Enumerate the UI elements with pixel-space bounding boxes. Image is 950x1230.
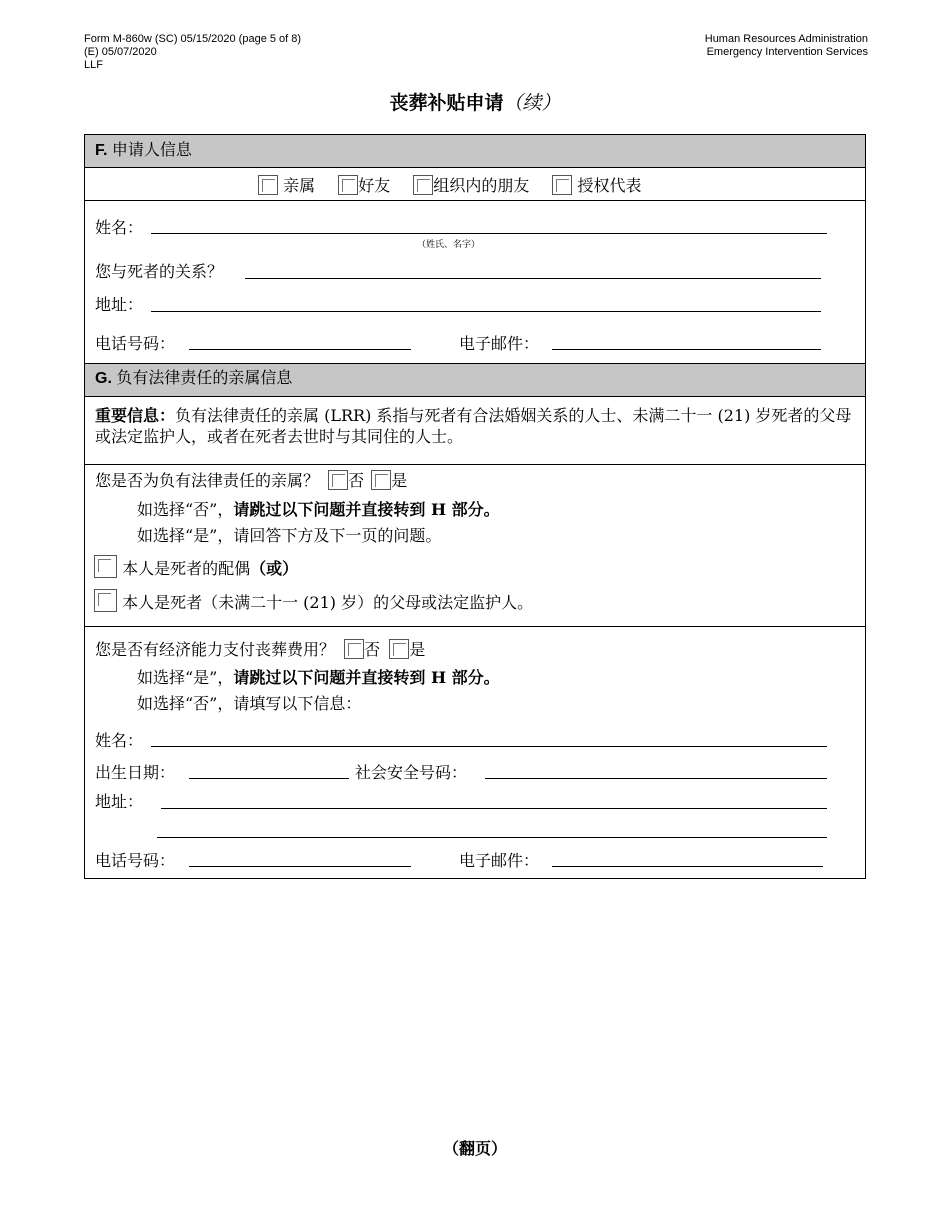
- applicant-phone-field[interactable]: [189, 349, 411, 350]
- checkbox-relative[interactable]: [258, 175, 278, 195]
- page-title-continued: （续）: [503, 92, 561, 114]
- option-friend-label: 好友: [358, 176, 391, 195]
- afford-no-instruction: 如选择“否”，请填写以下信息：: [137, 694, 362, 713]
- applicant-address-label: 地址：: [95, 295, 144, 314]
- section-f-title: 申请人信息: [107, 142, 192, 159]
- agency-name: Human Resources Administration: [704, 33, 868, 45]
- option-relative[interactable]: [258, 173, 315, 196]
- lrr-no-instruction: [137, 497, 500, 520]
- form-english-date: (E) 05/07/2020: [84, 46, 157, 58]
- lrr-email-field[interactable]: [552, 866, 823, 867]
- lrr-dob-label: 出生日期：: [95, 763, 176, 782]
- lrr-phone-field[interactable]: [189, 866, 411, 867]
- relationship-field[interactable]: [245, 278, 821, 279]
- lrr-no-label: 否: [348, 471, 365, 490]
- section-g-header: [85, 363, 865, 397]
- lrr-address-field-line2[interactable]: [157, 837, 827, 838]
- funeral-cost-question: [95, 637, 425, 660]
- spouse-option[interactable]: [94, 555, 298, 579]
- spouse-option-or: （或）: [250, 559, 299, 578]
- divider: [85, 626, 865, 627]
- checkbox-parent-guardian[interactable]: [94, 589, 117, 612]
- applicant-address-field[interactable]: [151, 311, 821, 312]
- afford-yes-instruction-prefix: 如选择“是”，: [137, 668, 234, 687]
- lrr-dob-field[interactable]: [189, 778, 349, 779]
- funeral-cost-question-text: 您是否有经济能力支付丧葬费用？: [95, 640, 336, 659]
- checkbox-lrr-no[interactable]: [328, 470, 348, 490]
- form-code: LLF: [84, 59, 103, 71]
- checkbox-lrr-yes[interactable]: [371, 470, 391, 490]
- section-f-letter: F.: [95, 142, 108, 159]
- agency-division: Emergency Intervention Services: [706, 46, 868, 58]
- lrr-email-label: 电子邮件：: [459, 851, 540, 870]
- applicant-name-label: 姓名：: [95, 218, 144, 237]
- afford-yes-label: 是: [409, 640, 426, 659]
- divider: [85, 464, 865, 465]
- important-info-label: 重要信息：: [95, 406, 176, 425]
- applicant-name-field[interactable]: [151, 233, 827, 234]
- lrr-yes-instruction: 如选择“是”，请回答下方及下一页的问题。: [137, 526, 442, 545]
- page-title-main: 丧葬补贴申请: [389, 92, 504, 114]
- lrr-address-label: 地址：: [95, 792, 144, 811]
- lrr-no-instruction-prefix: 如选择“否”，: [137, 500, 234, 519]
- option-authorized-rep[interactable]: [552, 173, 641, 196]
- lrr-phone-label: 电话号码：: [95, 851, 176, 870]
- option-authorized-rep-label: 授权代表: [577, 176, 642, 195]
- lrr-question-text: 您是否为负有法律责任的亲属？: [95, 471, 320, 490]
- afford-yes-instruction: [137, 665, 500, 688]
- section-g-letter: G.: [95, 370, 112, 387]
- lrr-no-instruction-skip: 请跳过以下问题并直接转到 H 部分。: [233, 500, 500, 519]
- lrr-question: [95, 468, 407, 491]
- lrr-ssn-field[interactable]: [485, 778, 827, 779]
- option-relative-label: 亲属: [283, 176, 316, 195]
- parent-guardian-label: 本人是死者（未满二十一 (21) 岁）的父母或法定监护人。: [122, 593, 534, 612]
- important-info-text: 负有法律责任的亲属 (LRR) 系指与死者有合法婚姻关系的人士、未满二十一 (21) 岁死者的父母或法定监护人，或者在死者去世时与其同住的人士。: [95, 406, 852, 446]
- divider: [85, 200, 865, 201]
- section-g-title: 负有法律责任的亲属信息: [111, 370, 293, 387]
- spouse-option-label: 本人是死者的配偶: [122, 559, 251, 578]
- applicant-email-field[interactable]: [552, 349, 821, 350]
- afford-yes-instruction-skip: 请跳过以下问题并直接转到 H 部分。: [233, 668, 500, 687]
- name-format-hint: （姓氏、名字）: [417, 240, 481, 250]
- parent-guardian-option[interactable]: [94, 589, 533, 613]
- applicant-type-options: [258, 173, 660, 196]
- application-form: [84, 134, 866, 879]
- form-number: Form M-860w (SC) 05/15/2020 (page 5 of 8): [84, 33, 302, 45]
- option-org-friend-label: 组织内的朋友: [433, 176, 530, 195]
- turn-page-note: （翻页）: [442, 1139, 507, 1158]
- applicant-email-label: 电子邮件：: [459, 334, 540, 353]
- checkbox-afford-no[interactable]: [344, 639, 364, 659]
- important-info: [95, 405, 853, 447]
- lrr-ssn-label: 社会安全号码：: [355, 763, 468, 782]
- lrr-yes-label: 是: [391, 471, 408, 490]
- form-number-block: [84, 33, 301, 72]
- section-f-header: [85, 135, 865, 168]
- checkbox-authorized-rep[interactable]: [552, 175, 572, 195]
- lrr-name-label: 姓名：: [95, 731, 144, 750]
- checkbox-spouse[interactable]: [94, 555, 117, 578]
- relationship-label: 您与死者的关系？: [95, 262, 224, 281]
- option-friend[interactable]: [338, 173, 390, 196]
- applicant-phone-label: 电话号码：: [95, 334, 176, 353]
- checkbox-afford-yes[interactable]: [389, 639, 409, 659]
- lrr-address-field-line1[interactable]: [161, 808, 827, 809]
- option-org-friend[interactable]: [413, 173, 529, 196]
- page-title: [0, 88, 950, 115]
- lrr-name-field[interactable]: [151, 746, 827, 747]
- afford-no-label: 否: [364, 640, 381, 659]
- checkbox-friend[interactable]: [338, 175, 358, 195]
- agency-block: [705, 33, 868, 59]
- checkbox-org-friend[interactable]: [413, 175, 433, 195]
